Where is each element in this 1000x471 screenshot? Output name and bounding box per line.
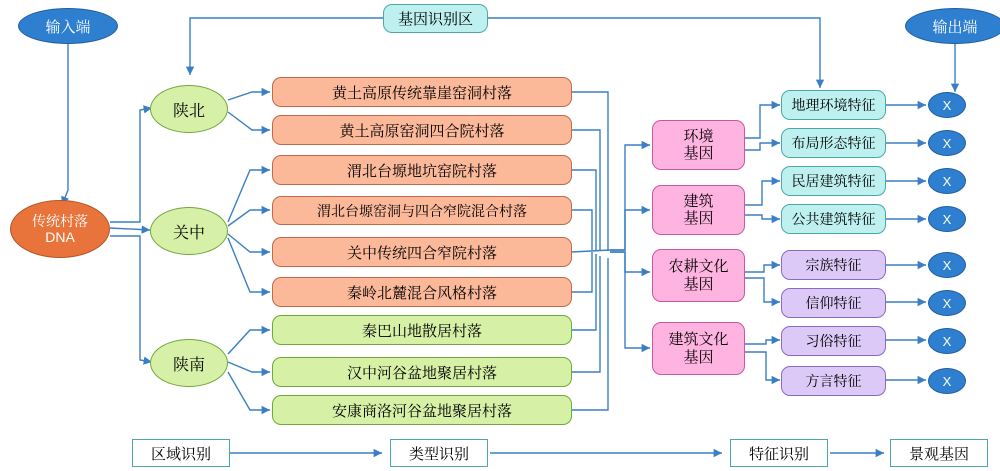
input-terminal [18,8,118,44]
feature-node-1 [781,90,886,120]
village-node-9 [272,395,572,425]
region-label: 陕北 [172,102,205,120]
village-node-2 [272,115,572,145]
output-node-1 [928,92,966,118]
gene-label: 建筑基因 [683,192,714,227]
village-label: 汉中河谷盆地聚居村落 [346,364,497,382]
region-node-1 [150,85,228,133]
feature-node-5 [781,250,886,280]
feature-label: 习俗特征 [805,333,862,349]
output-node-7 [928,328,966,354]
feature-label: 方言特征 [805,373,862,389]
gene-node-2 [652,185,745,235]
feature-label: 布局形态特征 [791,135,876,151]
gene-label: 建筑文化基因 [668,331,729,366]
gene-node-4 [652,322,745,375]
output-label: X [942,333,952,349]
gene-label: 环境基因 [683,127,714,162]
feature-label: 地理环境特征 [791,97,876,113]
output-label: X [942,257,952,273]
output-label: X [942,173,952,189]
legend-label: 区域识别 [150,445,211,463]
village-label: 秦巴山地散居村落 [361,322,482,340]
feature-label: 公共建筑特征 [791,211,876,227]
dna-node [10,200,110,258]
village-node-8 [272,357,572,387]
output-label: X [942,135,952,151]
region-node-3 [150,339,228,387]
gene-node-3 [652,249,745,302]
feature-node-3 [781,166,886,196]
region-label: 关中 [172,224,205,242]
village-label: 关中传统四合窄院村落 [346,244,497,262]
output-label: X [942,211,952,227]
output-terminal [905,8,1000,44]
village-node-1 [272,77,572,107]
legend-item-3 [730,439,828,467]
feature-node-4 [781,204,886,234]
output-node-3 [928,168,966,194]
feature-node-2 [781,128,886,158]
feature-label: 信仰特征 [805,295,862,311]
input-terminal-label: 输入端 [45,18,91,36]
feature-node-7 [781,326,886,356]
output-node-6 [928,290,966,316]
gene-node-1 [652,120,745,170]
legend-item-1 [132,439,230,467]
feature-node-6 [781,288,886,318]
village-node-7 [272,315,572,345]
village-node-5 [272,237,572,267]
village-node-4 [272,196,572,225]
region-node-2 [150,207,228,255]
legend-label: 景观基因 [908,445,969,463]
output-label: X [942,295,952,311]
gene-label: 农耕文化基因 [668,258,729,293]
feature-node-8 [781,366,886,396]
output-node-4 [928,206,966,232]
output-label: X [942,373,952,389]
village-label: 安康商洛河谷盆地聚居村落 [331,402,512,420]
village-label: 黄土高原窑洞四合院村落 [339,122,505,140]
legend-item-4 [890,439,988,467]
region-label: 陕南 [172,356,205,374]
village-label: 黄土高原传统靠崖窑洞村落 [331,84,512,102]
village-node-6 [272,277,572,307]
village-label: 渭北台塬地坑窑院村落 [346,162,497,180]
output-terminal-label: 输出端 [932,18,978,36]
output-node-5 [928,252,966,278]
output-node-8 [928,368,966,394]
output-label: X [942,97,952,113]
feature-label: 宗族特征 [805,257,862,273]
output-node-2 [928,130,966,156]
feature-label: 民居建筑特征 [791,173,876,189]
dna-node-label: 传统村落DNA [32,212,88,245]
village-label: 秦岭北麓混合风格村落 [346,284,497,302]
legend-label: 类型识别 [408,445,469,463]
diagram-title [383,4,488,33]
diagram-title-label: 基因识别区 [397,11,473,28]
village-label: 渭北台塬窑洞与四合窄院混合村落 [317,202,527,219]
legend-label: 特征识别 [748,445,809,463]
legend-item-2 [390,439,488,467]
village-node-3 [272,155,572,185]
